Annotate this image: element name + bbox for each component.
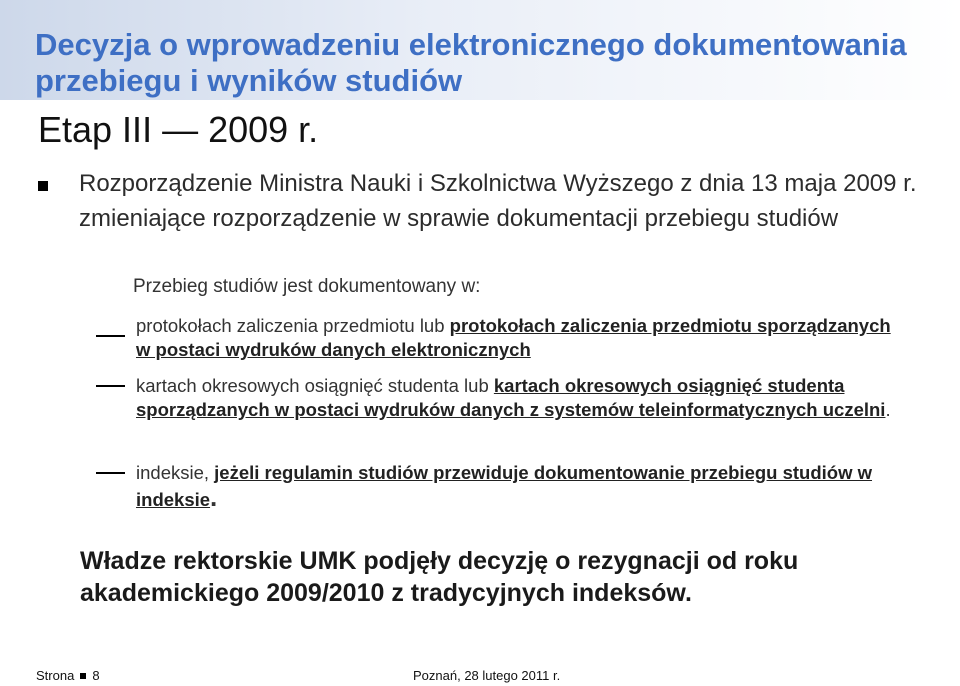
page-indicator: [36, 668, 100, 683]
item-text: protokołach zaliczenia przedmiotu lub: [136, 315, 450, 336]
list-item: [136, 461, 906, 512]
square-separator-icon: [80, 673, 86, 679]
page-label: Strona: [36, 668, 75, 683]
item-text: indeksie,: [136, 462, 215, 483]
slide-title: Decyzja o wprowadzeniu elektronicznego dokumentowania przebiegu i wyników studiów: [35, 27, 907, 98]
decision-statement: Władze rektorskie UMK podjęły decyzję o rezygnacji od roku akademickiego 2009/2010 z tradycyjnych indeksów.: [80, 547, 799, 607]
page-number: 8: [92, 668, 100, 683]
item-emphasis: kartach okresowych osiągnięć studenta sporządzanych w postaci wydruków danych z systemów teleinformatycznych uczelni: [136, 375, 886, 420]
dash-bullet-icon: [96, 335, 125, 337]
item-suffix: .: [210, 482, 218, 512]
item-emphasis: jeżeli regulamin studiów przewiduje dokumentowanie przebiegu studiów w indeksie: [136, 462, 873, 510]
list-item: [136, 374, 906, 422]
dash-bullet-icon: [96, 472, 125, 474]
square-bullet-icon: [38, 181, 48, 191]
item-text: kartach okresowych osiągnięć studenta lub: [136, 375, 494, 396]
main-bullet-text: Rozporządzenie Ministra Nauki i Szkolnictwa Wyższego z dnia 13 maja 2009 r. zmieniające rozporządzenie w sprawie dokumentacji przebiegu studiów: [79, 170, 917, 232]
dash-bullet-icon: [96, 385, 125, 387]
item-emphasis: protokołach zaliczenia przedmiotu sporządzanych w postaci wydruków danych elektronicznych: [136, 315, 891, 360]
list-item: [136, 314, 906, 362]
item-suffix: .: [885, 399, 891, 420]
slide-subtitle: Etap III — 2009 r.: [38, 109, 319, 150]
intro-text: Przebieg studiów jest dokumentowany w:: [133, 276, 481, 297]
footer-place-date: Poznań, 28 lutego 2011 r.: [413, 668, 561, 683]
